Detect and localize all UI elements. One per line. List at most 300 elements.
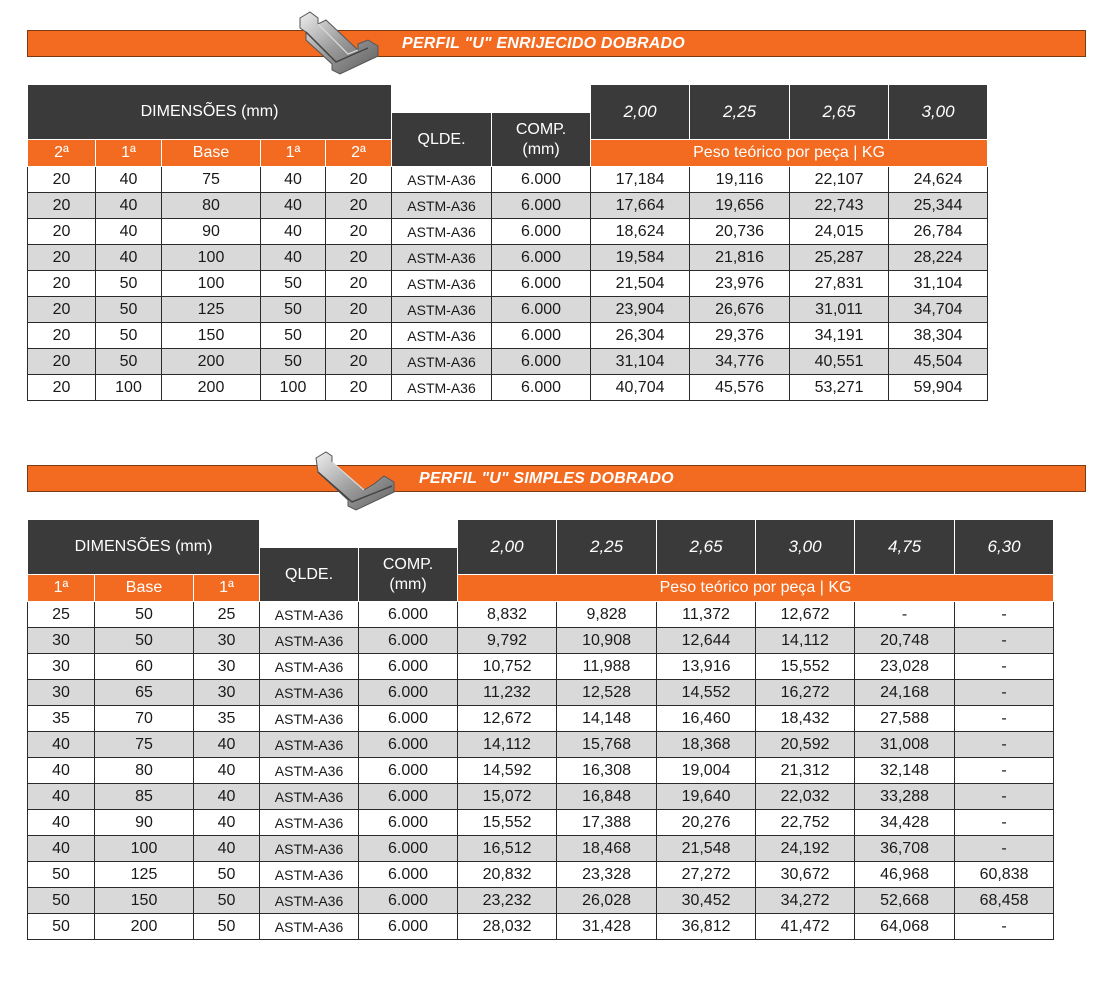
table-cell: 34,272: [756, 888, 855, 914]
table-cell: 100: [96, 375, 162, 401]
section2-title: PERFIL "U" SIMPLES DOBRADO: [419, 469, 674, 487]
table-cell: 64,068: [855, 914, 955, 940]
table-cell: 30: [28, 654, 95, 680]
table-cell: 30: [28, 628, 95, 654]
table-cell: 20: [326, 219, 392, 245]
table-cell: 30: [194, 680, 260, 706]
thickness-header: 2,25: [557, 520, 657, 575]
table-cell: 50: [261, 349, 326, 375]
table-cell: 35: [194, 706, 260, 732]
table-row: [28, 680, 1054, 706]
table-cell: 20,276: [657, 810, 756, 836]
table-cell: 23,028: [855, 654, 955, 680]
table-cell: 20,592: [756, 732, 855, 758]
table-cell: 38,304: [889, 323, 988, 349]
table-cell: 20: [326, 245, 392, 271]
table-cell: 50: [96, 349, 162, 375]
table-cell: -: [955, 706, 1054, 732]
table-row: [28, 245, 988, 271]
sub-header: 1ª: [194, 575, 260, 602]
table-cell: 20: [28, 297, 96, 323]
table-cell: 200: [162, 375, 261, 401]
table-cell: 11,988: [557, 654, 657, 680]
table-row: [28, 732, 1054, 758]
table-cell: ASTM-A36: [260, 810, 359, 836]
table-cell: 20,748: [855, 628, 955, 654]
qlde-header: QLDE.: [260, 548, 359, 602]
table-cell: 14,592: [458, 758, 557, 784]
table-cell: 15,552: [458, 810, 557, 836]
table-cell: 6.000: [492, 271, 591, 297]
table-cell: 6.000: [492, 349, 591, 375]
table-cell: 75: [162, 167, 261, 193]
table-cell: 53,271: [790, 375, 889, 401]
table-cell: ASTM-A36: [392, 193, 492, 219]
table-cell: 6.000: [492, 219, 591, 245]
table-cell: 26,028: [557, 888, 657, 914]
table-cell: 100: [95, 836, 194, 862]
table-cell: 35: [28, 706, 95, 732]
table-cell: 40: [96, 245, 162, 271]
table-cell: ASTM-A36: [260, 654, 359, 680]
table-cell: 34,191: [790, 323, 889, 349]
comp-header: COMP. (mm): [359, 548, 458, 602]
table-cell: 6.000: [359, 654, 458, 680]
table-u-enrijecido: [27, 84, 988, 401]
thickness-header: 3,00: [889, 85, 988, 140]
table-cell: 36,812: [657, 914, 756, 940]
table-cell: 6.000: [359, 810, 458, 836]
sub-header: Base: [95, 575, 194, 602]
table-cell: 18,368: [657, 732, 756, 758]
table-cell: -: [955, 654, 1054, 680]
table-row: [28, 888, 1054, 914]
header-gap: [392, 85, 591, 113]
table-cell: 50: [194, 862, 260, 888]
table-row: [28, 602, 1054, 628]
table-cell: 30: [194, 654, 260, 680]
table-cell: 20: [326, 271, 392, 297]
table-cell: 14,552: [657, 680, 756, 706]
table-cell: 28,032: [458, 914, 557, 940]
table-cell: 40,704: [591, 375, 690, 401]
section1-banner: [27, 30, 1086, 57]
table-cell: ASTM-A36: [392, 167, 492, 193]
table-cell: 8,832: [458, 602, 557, 628]
table-cell: 20: [28, 271, 96, 297]
table-cell: -: [955, 810, 1054, 836]
table-cell: 29,376: [690, 323, 790, 349]
table-cell: 12,672: [458, 706, 557, 732]
table-cell: 12,644: [657, 628, 756, 654]
table-cell: 16,272: [756, 680, 855, 706]
sub-header: 1ª: [96, 140, 162, 167]
table-cell: 30,452: [657, 888, 756, 914]
thickness-header: 2,65: [790, 85, 889, 140]
table-cell: 19,004: [657, 758, 756, 784]
table-cell: 40: [28, 732, 95, 758]
table-cell: 30: [194, 628, 260, 654]
sub-header: 1ª: [28, 575, 95, 602]
table-cell: 22,107: [790, 167, 889, 193]
table-cell: 20: [28, 375, 96, 401]
table-cell: 14,112: [458, 732, 557, 758]
table-cell: 17,184: [591, 167, 690, 193]
table-cell: 45,504: [889, 349, 988, 375]
table-cell: 24,624: [889, 167, 988, 193]
table-cell: 15,552: [756, 654, 855, 680]
table-cell: 52,668: [855, 888, 955, 914]
table-cell: ASTM-A36: [392, 375, 492, 401]
thickness-header: 2,00: [591, 85, 690, 140]
table-cell: 50: [28, 862, 95, 888]
sub-header: 2ª: [28, 140, 96, 167]
sub-header: Base: [162, 140, 261, 167]
table-cell: 20,832: [458, 862, 557, 888]
table-cell: 20: [326, 323, 392, 349]
table-cell: 21,548: [657, 836, 756, 862]
thickness-header: 2,00: [458, 520, 557, 575]
table-cell: 31,428: [557, 914, 657, 940]
table-cell: 40: [194, 758, 260, 784]
table-cell: 6.000: [359, 836, 458, 862]
table-cell: 11,372: [657, 602, 756, 628]
table-cell: 40: [96, 219, 162, 245]
table-cell: 15,768: [557, 732, 657, 758]
table-cell: 23,904: [591, 297, 690, 323]
table-cell: 23,232: [458, 888, 557, 914]
table-cell: 6.000: [492, 245, 591, 271]
table-cell: 6.000: [359, 628, 458, 654]
table-cell: 85: [95, 784, 194, 810]
table-row: [28, 654, 1054, 680]
table-cell: 40: [96, 193, 162, 219]
table-cell: 26,784: [889, 219, 988, 245]
table-cell: 40: [194, 784, 260, 810]
table-cell: 27,588: [855, 706, 955, 732]
table-cell: 6.000: [359, 706, 458, 732]
table-cell: 40: [96, 167, 162, 193]
table-cell: 100: [162, 271, 261, 297]
table-row: [28, 758, 1054, 784]
thickness-header: 2,65: [657, 520, 756, 575]
table-cell: 40: [28, 836, 95, 862]
table-cell: 80: [95, 758, 194, 784]
table-cell: 20: [28, 193, 96, 219]
table-cell: 34,776: [690, 349, 790, 375]
table-cell: 40: [261, 219, 326, 245]
table-cell: 65: [95, 680, 194, 706]
table-cell: 20: [326, 297, 392, 323]
thickness-header: 3,00: [756, 520, 855, 575]
table-cell: 75: [95, 732, 194, 758]
table-cell: 50: [96, 271, 162, 297]
table-cell: 30: [28, 680, 95, 706]
table-cell: 34,428: [855, 810, 955, 836]
table-cell: 70: [95, 706, 194, 732]
table-cell: 60,838: [955, 862, 1054, 888]
table-cell: 25: [28, 602, 95, 628]
table-cell: ASTM-A36: [260, 784, 359, 810]
table-cell: 18,432: [756, 706, 855, 732]
table-cell: 90: [162, 219, 261, 245]
table-cell: 19,640: [657, 784, 756, 810]
table-cell: 16,460: [657, 706, 756, 732]
table-cell: 40: [28, 758, 95, 784]
table-cell: 40: [261, 193, 326, 219]
table-cell: 19,116: [690, 167, 790, 193]
table-cell: 50: [194, 888, 260, 914]
table-cell: 15,072: [458, 784, 557, 810]
table-row: [28, 862, 1054, 888]
table-cell: 11,232: [458, 680, 557, 706]
table-cell: ASTM-A36: [260, 706, 359, 732]
table-cell: 26,676: [690, 297, 790, 323]
table-cell: 200: [162, 349, 261, 375]
table-cell: 50: [96, 323, 162, 349]
table-cell: -: [955, 758, 1054, 784]
table-cell: 16,512: [458, 836, 557, 862]
table-cell: 6.000: [492, 297, 591, 323]
table-cell: 100: [162, 245, 261, 271]
table-row: [28, 297, 988, 323]
table-cell: 10,752: [458, 654, 557, 680]
table-cell: 50: [28, 888, 95, 914]
table-cell: 31,104: [591, 349, 690, 375]
table-cell: 45,576: [690, 375, 790, 401]
table-cell: 21,312: [756, 758, 855, 784]
table-cell: ASTM-A36: [392, 219, 492, 245]
table-cell: ASTM-A36: [260, 628, 359, 654]
table-cell: ASTM-A36: [260, 914, 359, 940]
table-cell: 100: [261, 375, 326, 401]
table-cell: 10,908: [557, 628, 657, 654]
table-cell: -: [955, 680, 1054, 706]
section2-banner: [27, 465, 1086, 492]
table-cell: 50: [261, 297, 326, 323]
table-cell: 50: [261, 323, 326, 349]
table-cell: 59,904: [889, 375, 988, 401]
dimensions-header: DIMENSÕES (mm): [28, 85, 392, 140]
table-cell: 36,708: [855, 836, 955, 862]
table-row: [28, 271, 988, 297]
table-cell: 12,672: [756, 602, 855, 628]
table-cell: 20: [28, 167, 96, 193]
table-cell: 6.000: [359, 602, 458, 628]
table-cell: 22,743: [790, 193, 889, 219]
table-cell: 20: [326, 375, 392, 401]
table-cell: 12,528: [557, 680, 657, 706]
table-row: [28, 193, 988, 219]
table-cell: 19,584: [591, 245, 690, 271]
table-cell: -: [955, 602, 1054, 628]
table-cell: ASTM-A36: [392, 245, 492, 271]
table-cell: 18,624: [591, 219, 690, 245]
table-cell: -: [955, 732, 1054, 758]
u-channel-simple-icon: [312, 446, 398, 512]
table-cell: 40: [194, 810, 260, 836]
table-row: [28, 914, 1054, 940]
table-cell: 9,792: [458, 628, 557, 654]
table-cell: 40: [261, 167, 326, 193]
table-cell: 6.000: [359, 732, 458, 758]
table-cell: 27,272: [657, 862, 756, 888]
table-cell: 40: [261, 245, 326, 271]
table-cell: 20: [28, 323, 96, 349]
table-cell: 6.000: [359, 758, 458, 784]
peso-header: Peso teórico por peça | KG: [458, 575, 1054, 602]
table-cell: ASTM-A36: [260, 888, 359, 914]
table-cell: 80: [162, 193, 261, 219]
table-cell: 50: [95, 602, 194, 628]
table-cell: 40: [28, 784, 95, 810]
table-cell: 31,011: [790, 297, 889, 323]
table-cell: 6.000: [359, 784, 458, 810]
table-cell: 20: [28, 245, 96, 271]
table-row: [28, 323, 988, 349]
table-cell: 34,704: [889, 297, 988, 323]
table-cell: 40: [194, 836, 260, 862]
table-cell: 50: [95, 628, 194, 654]
table-cell: 20,736: [690, 219, 790, 245]
table-cell: ASTM-A36: [260, 602, 359, 628]
table-cell: 6.000: [359, 888, 458, 914]
table-cell: -: [955, 836, 1054, 862]
table-cell: 50: [28, 914, 95, 940]
table-u-simples: [27, 519, 1054, 940]
table-row: [28, 375, 988, 401]
table-cell: 90: [95, 810, 194, 836]
table-cell: ASTM-A36: [392, 297, 492, 323]
table-cell: 14,148: [557, 706, 657, 732]
table-cell: 9,828: [557, 602, 657, 628]
table-cell: ASTM-A36: [260, 732, 359, 758]
table-row: [28, 836, 1054, 862]
table-cell: 13,916: [657, 654, 756, 680]
table-cell: 18,468: [557, 836, 657, 862]
table-cell: -: [855, 602, 955, 628]
peso-header: Peso teórico por peça | KG: [591, 140, 988, 167]
table-cell: 6.000: [492, 375, 591, 401]
table-cell: 20: [28, 219, 96, 245]
table-cell: 6.000: [359, 862, 458, 888]
table-cell: 68,458: [955, 888, 1054, 914]
table-cell: 23,976: [690, 271, 790, 297]
table-cell: 24,168: [855, 680, 955, 706]
table-cell: 28,224: [889, 245, 988, 271]
table-cell: -: [955, 784, 1054, 810]
table-cell: 26,304: [591, 323, 690, 349]
table-cell: ASTM-A36: [260, 836, 359, 862]
table-cell: 23,328: [557, 862, 657, 888]
table-cell: 200: [95, 914, 194, 940]
table-cell: 20: [326, 349, 392, 375]
table-cell: ASTM-A36: [260, 862, 359, 888]
table-cell: 60: [95, 654, 194, 680]
table-cell: 50: [261, 271, 326, 297]
comp-header: COMP. (mm): [492, 113, 591, 167]
table-cell: 50: [96, 297, 162, 323]
table-row: [28, 784, 1054, 810]
section1-title: PERFIL "U" ENRIJECIDO DOBRADO: [402, 34, 685, 52]
sub-header: 1ª: [261, 140, 326, 167]
thickness-header: 2,25: [690, 85, 790, 140]
table-cell: 25,287: [790, 245, 889, 271]
table-row: [28, 706, 1054, 732]
table-cell: 21,504: [591, 271, 690, 297]
table-cell: 22,752: [756, 810, 855, 836]
table-cell: 6.000: [492, 167, 591, 193]
table-cell: 25,344: [889, 193, 988, 219]
table-cell: 31,104: [889, 271, 988, 297]
table-cell: 31,008: [855, 732, 955, 758]
table-cell: 20: [326, 167, 392, 193]
qlde-header: QLDE.: [392, 113, 492, 167]
table-row: [28, 628, 1054, 654]
table-cell: 33,288: [855, 784, 955, 810]
table-cell: 20: [28, 349, 96, 375]
table-cell: 125: [95, 862, 194, 888]
table-cell: 41,472: [756, 914, 855, 940]
table-cell: 150: [162, 323, 261, 349]
thickness-header: 6,30: [955, 520, 1054, 575]
table-cell: 27,831: [790, 271, 889, 297]
table-cell: 46,968: [855, 862, 955, 888]
table-cell: 40: [28, 810, 95, 836]
table-cell: 16,308: [557, 758, 657, 784]
table-cell: 6.000: [492, 323, 591, 349]
table-cell: 24,015: [790, 219, 889, 245]
table-cell: 21,816: [690, 245, 790, 271]
table-cell: 6.000: [492, 193, 591, 219]
table-cell: 32,148: [855, 758, 955, 784]
table-cell: ASTM-A36: [392, 271, 492, 297]
sub-header: 2ª: [326, 140, 392, 167]
table-cell: -: [955, 628, 1054, 654]
table-row: [28, 219, 988, 245]
table-cell: 6.000: [359, 680, 458, 706]
table-cell: 14,112: [756, 628, 855, 654]
table-cell: 50: [194, 914, 260, 940]
table-cell: 24,192: [756, 836, 855, 862]
table-row: [28, 810, 1054, 836]
table-cell: 25: [194, 602, 260, 628]
table-cell: 19,656: [690, 193, 790, 219]
table-row: [28, 349, 988, 375]
table-cell: ASTM-A36: [260, 680, 359, 706]
table-cell: 40: [194, 732, 260, 758]
table-cell: 40,551: [790, 349, 889, 375]
table-cell: 22,032: [756, 784, 855, 810]
table-cell: 17,388: [557, 810, 657, 836]
table-cell: -: [955, 914, 1054, 940]
u-channel-stiffened-icon: [296, 10, 382, 76]
header-gap: [260, 520, 458, 548]
dimensions-header: DIMENSÕES (mm): [28, 520, 260, 575]
table-cell: 17,664: [591, 193, 690, 219]
table-cell: 20: [326, 193, 392, 219]
table-cell: ASTM-A36: [260, 758, 359, 784]
table-cell: 16,848: [557, 784, 657, 810]
table-cell: 150: [95, 888, 194, 914]
table-cell: ASTM-A36: [392, 349, 492, 375]
table-row: [28, 167, 988, 193]
table-cell: 30,672: [756, 862, 855, 888]
table-cell: 6.000: [359, 914, 458, 940]
table-cell: 125: [162, 297, 261, 323]
thickness-header: 4,75: [855, 520, 955, 575]
table-cell: ASTM-A36: [392, 323, 492, 349]
